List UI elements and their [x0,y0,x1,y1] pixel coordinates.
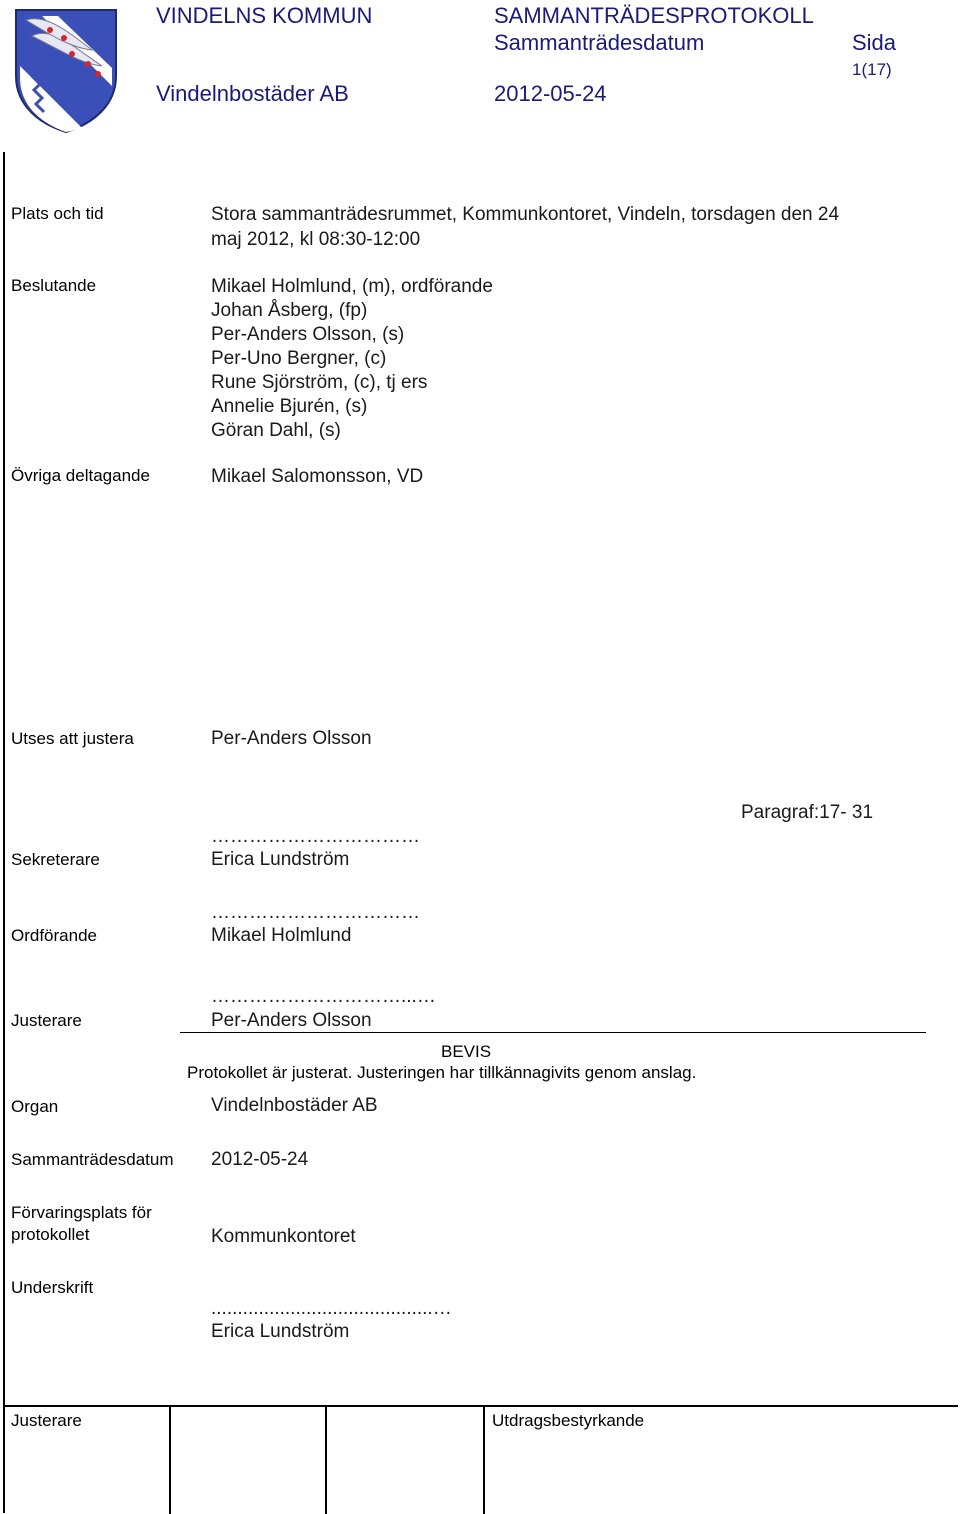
others-label: Övriga deltagande [11,466,150,485]
signature-label: Underskrift [11,1278,94,1297]
adjuster-name: Per-Anders Olsson [211,1010,372,1031]
municipality-name: VINDELNS KOMMUN [156,3,373,28]
member-name: Rune Sjörström, (c), tj ers [211,372,428,393]
footer-extract-label: Utdragsbestyrkande [492,1411,645,1430]
place-line-2: maj 2012, kl 08:30-12:00 [211,229,421,250]
member-name: Annelie Bjurén, (s) [211,396,368,417]
adjuster-label: Justerare [11,1011,82,1030]
footer-divider-1 [169,1405,171,1514]
meeting-date: 2012-05-24 [494,81,607,106]
organ-name: Vindelnbostäder AB [156,81,349,106]
verify-label: Utses att justera [11,729,134,748]
coat-of-arms-logo [12,6,120,134]
meeting-date-label: Sammanträdesdatum [494,30,705,55]
bevis-title: BEVIS [441,1042,492,1061]
storage-label-line-1: Förvaringsplats för [11,1203,152,1222]
member-name: Göran Dahl, (s) [211,420,341,441]
footer-divider-3 [483,1405,485,1514]
protocol-title: SAMMANTRÄDESPROTOKOLL [494,3,814,28]
page-number: 1(17) [852,60,892,79]
bevis-organ-value: Vindelnbostäder AB [211,1095,378,1116]
bevis-date-label: Sammanträdesdatum [11,1150,174,1169]
secretary-signature-line: …………………………… [211,826,420,847]
place-line-1: Stora sammanträdesrummet, Kommunkontoret, Vindeln, torsdagen den 24 [211,204,840,225]
bevis-date-value: 2012-05-24 [211,1149,309,1170]
chair-signature-line: …………………………… [211,902,420,923]
bevis-text: Protokollet är justerat. Justeringen har tillkännagivits genom anslag. [187,1063,697,1082]
secretary-name: Erica Lundström [211,849,350,870]
deciding-label: Beslutande [11,276,97,295]
member-name: Mikael Holmlund, (m), ordförande [211,276,493,297]
member-name: Johan Åsberg, (fp) [211,300,368,321]
chair-name: Mikael Holmlund [211,925,352,946]
page-label: Sida [852,30,897,55]
member-name: Per-Anders Olsson, (s) [211,324,405,345]
bevis-organ-label: Organ [11,1097,59,1116]
chair-label: Ordförande [11,926,97,945]
left-border [3,152,5,1513]
footer-divider-2 [325,1405,327,1514]
place-label: Plats och tid [11,204,104,223]
others-value: Mikael Salomonsson, VD [211,466,424,487]
deciding-members [211,275,493,443]
secretary-label: Sekreterare [11,850,100,869]
verify-value: Per-Anders Olsson [211,728,372,749]
footer-adjuster-label: Justerare [11,1411,82,1430]
paragraph-range: Paragraf:17- 31 [741,802,874,823]
storage-label-line-2: protokollet [11,1225,90,1244]
adjuster-signature-line: …………………………...… [211,986,436,1007]
member-name: Per-Uno Bergner, (c) [211,348,387,369]
signature-line: ..........................................… [211,1298,452,1319]
signature-name: Erica Lundström [211,1321,350,1342]
footer-top-border [3,1405,958,1407]
bevis-divider [180,1032,926,1033]
storage-value: Kommunkontoret [211,1226,356,1247]
